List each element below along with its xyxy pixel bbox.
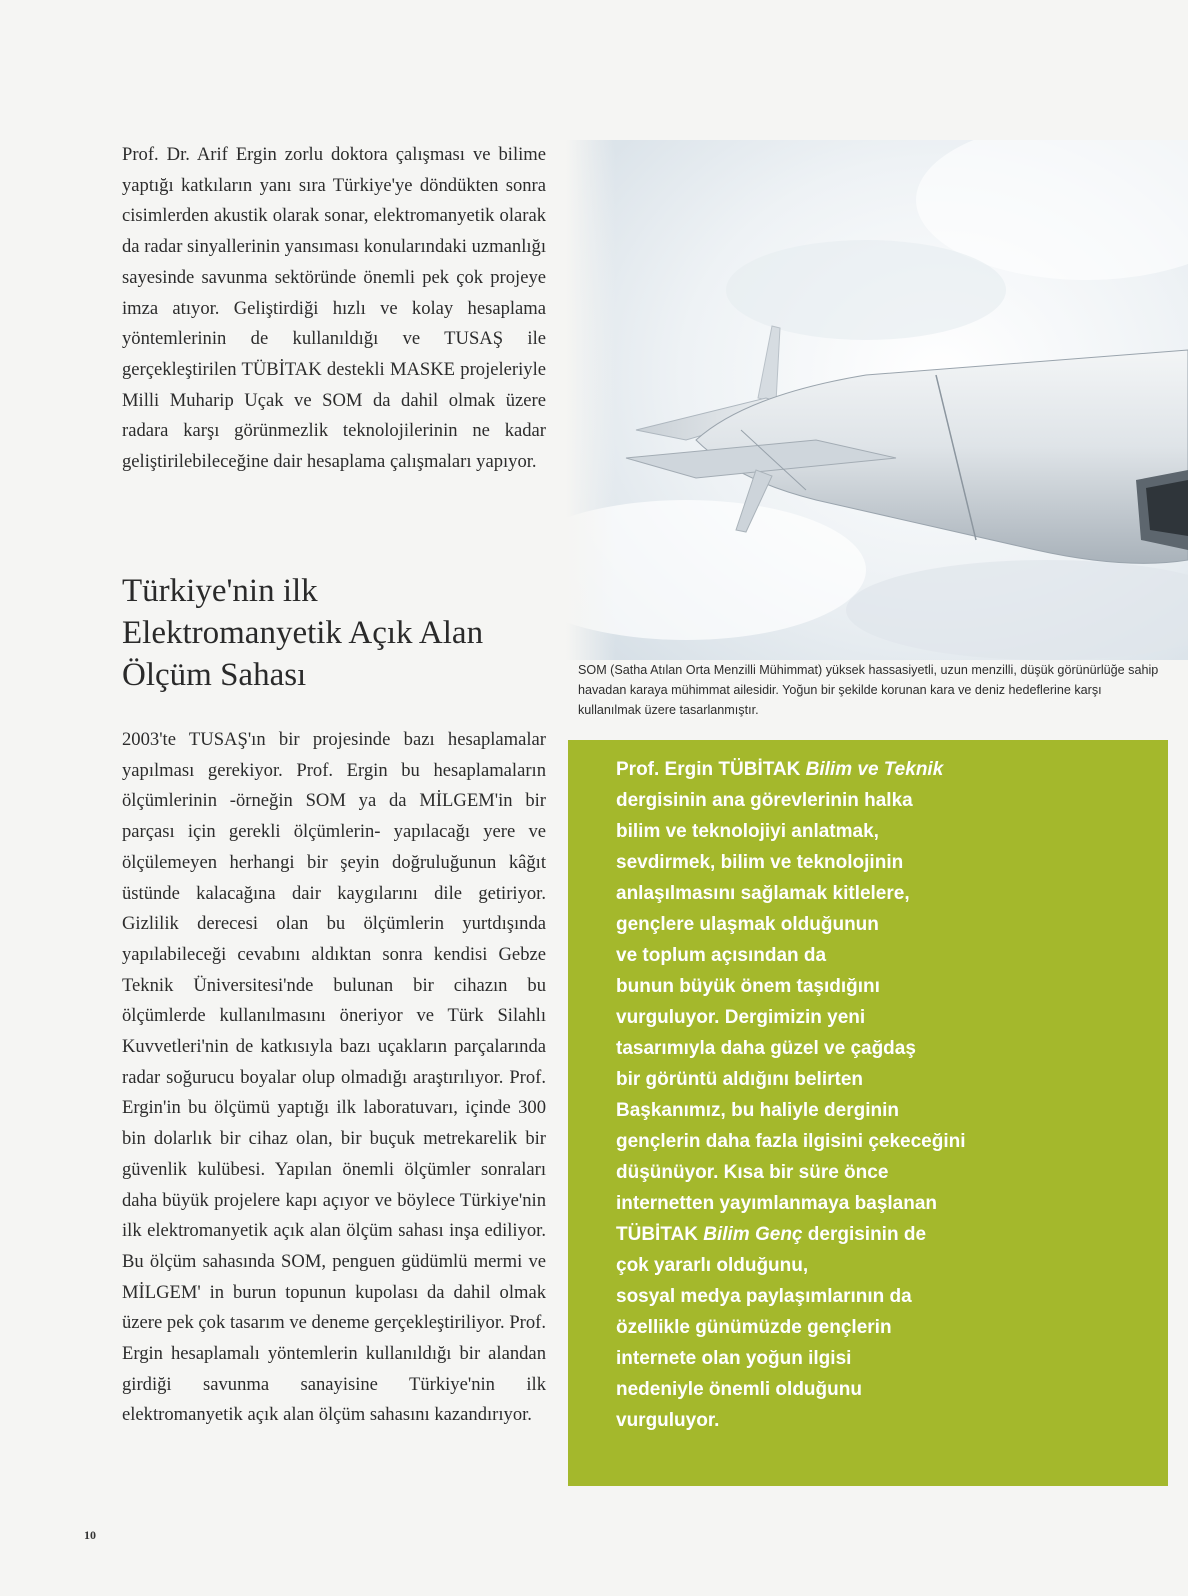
body-column: [122, 725, 546, 1431]
section-title-line-2: Elektromanyetik Açık Alan: [122, 615, 484, 651]
highlight-quote: [616, 754, 1156, 1436]
page-number: 10: [84, 1528, 96, 1542]
intro-column: [122, 140, 546, 478]
section-title-line-3: Ölçüm Sahası: [122, 657, 307, 693]
photo-caption: SOM (Satha Atılan Orta Menzilli Mühimmat) yüksek hassasiyetli, uzun menzilli, düşük görünürlüğe sahip havadan karaya mühimmat ailesidir. Yoğun bir şekilde korunan kara ve deniz hedeflerine karşı kullanılmak üzere tasarlanmıştır.: [578, 663, 1159, 717]
quote-italic-bilim-ve-teknik: Bilim ve Teknik: [805, 759, 944, 780]
section-title-line-1: Türkiye'nin ilk: [122, 573, 318, 609]
section-title: [122, 570, 562, 696]
quote-part-2: dergisinin ana görevlerinin halka bilim ve teknolojiyi anlatmak, sevdirmek, bilim ve teknolojinin anlaşılmasını sağlamak kitlelere, gençlere ulaşmak olduğunun ve toplum açısından da bunun büyük önem taşıdığını vurguluyor. Dergimizin yeni tasarımıyla daha güzel ve çağdaş bir görüntü aldığını belirten Başkanımız, bu haliyle derginin gençlerin daha fazla ilgisini çekeceğini düşünüyor. Kısa bir süre önce internetten yayımlanmaya başlanan TÜBİTAK: [616, 790, 966, 1245]
som-missile-photo: [566, 140, 1188, 660]
intro-paragraph: Prof. Dr. Arif Ergin zorlu doktora çalışması ve bilime yaptığı katkıların yanı sıra Türkiye'ye döndükten sonra cisimlerden akustik olarak sonar, elektromanyetik olarak da radar sinyallerinin yansıması konularındaki uzmanlığı sayesinde savunma sektöründe önemli pek çok projeye imza atıyor. Geliştirdiği hızlı ve kolay hesaplama yöntemlerinin de kullanıldığı ve TUSAŞ ile gerçekleştirilen TÜBİTAK destekli MASKE projeleriyle Milli Muharip Uçak ve SOM da dahil olmak üzere radara karşı görünmezlik teknolojilerinin ne kadar geliştirilebileceğine dair hesaplama çalışmaları yapıyor.: [122, 144, 546, 473]
quote-part-3: dergisinin de çok yararlı olduğunu, sosyal medya paylaşımlarının da özellikle günümüzde gençlerin internete olan yoğun ilgisi nedeniyle önemli olduğunu vurguluyor.: [616, 1224, 927, 1431]
missile-illustration: [566, 140, 1188, 660]
quote-part-1: Prof. Ergin TÜBİTAK: [616, 759, 806, 780]
quote-italic-bilim-genc: Bilim Genç: [703, 1224, 803, 1245]
body-paragraph: 2003'te TUSAŞ'ın bir projesinde bazı hesaplamalar yapılması gerekiyor. Prof. Ergin bu hesaplamaların ölçümlerinin -örneğin SOM ya da MİLGEM'in bir parçası için gerekli ölçümlerin- yapılacağı yere ve ölçülemeyen herhangi bir şeyin doğruluğunun kâğıt üstünde kalacağına dair kaygılarını dile getiriyor. Gizlilik derecesi olan bu ölçümlerin yurtdışında yapılabileceği cevabını aldıktan sonra kendisi Gebze Teknik Üniversitesi'nde bulunan bir cihazın bu ölçümlerde kullanılmasını öneriyor ve Türk Silahlı Kuvvetleri'nin de katkısıyla bazı uçakların parçalarında radar soğurucu boyalar olup olmadığı araştırılıyor. Prof. Ergin'in bu ölçümü yaptığı ilk laboratuvarı, içinde 300 bin dolarlık bir cihaz olan, bir buçuk metrekarelik bir güvenlik kulübesi. Yapılan önemli ölçümler sonraları daha büyük projelere kapı açıyor ve böylece Türkiye'nin ilk elektromanyetik açık alan ölçüm sahası inşa ediliyor. Bu ölçüm sahasında SOM, penguen güdümlü mermi ve MİLGEM' in burun topunun kupolası da dahil olmak üzere pek çok tasarım ve deneme gerçekleştiriliyor. Prof. Ergin hesaplamalı yöntemlerin kullanıldığı bir alandan girdiği savunma sanayisine Türkiye'nin ilk elektromanyetik açık alan ölçüm sahasını kazandırıyor.: [122, 729, 546, 1426]
